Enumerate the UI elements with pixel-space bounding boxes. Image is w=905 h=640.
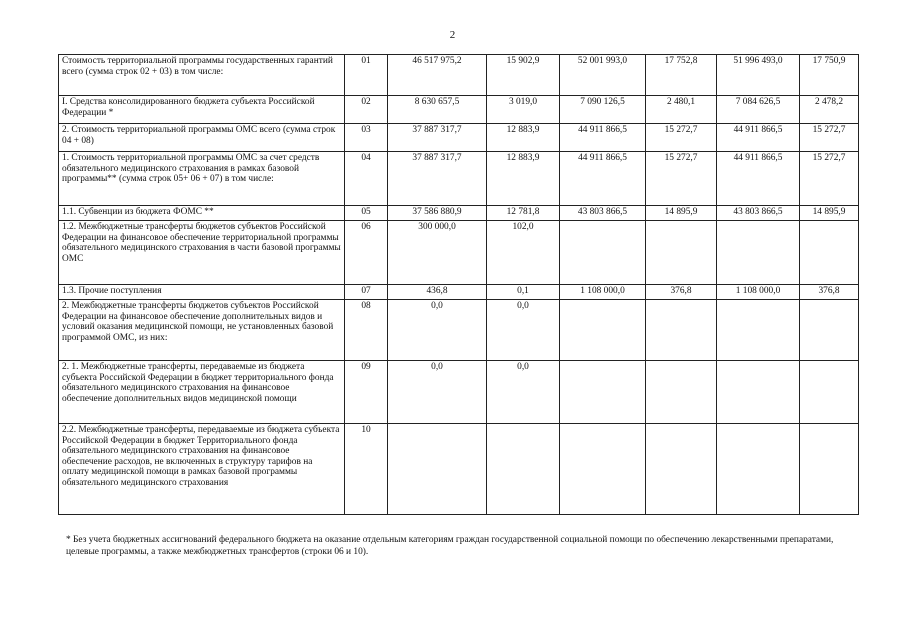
table-cell: 12 883,9 <box>487 124 560 152</box>
table-cell: 300 000,0 <box>388 221 487 285</box>
table-cell: 37 887 317,7 <box>388 152 487 206</box>
row-label: 1. Стоимость территориальной программы ОМС за счет средств обязательного медицинского страхования в рамках базовой программы** (сумма строк 05+ 06 + 07) в том числе: <box>59 152 345 206</box>
table-cell: 15 272,7 <box>800 152 859 206</box>
footnote: * Без учета бюджетных ассигнований федерального бюджета на оказание отдельным категориям граждан государственной социальной помощи по обеспечению лекарственными препаратами, целевые программы, а также межбюджетных трансфертов (строки 06 и 10). <box>66 535 834 557</box>
row-code: 09 <box>345 361 388 424</box>
row-label: 2. Стоимость территориальной программы ОМС всего (сумма строк 04 + 08) <box>59 124 345 152</box>
row-label: Стоимость территориальной программы государственных гарантий всего (сумма строк 02 + 03) в том числе: <box>59 55 345 96</box>
table-row <box>59 152 859 206</box>
row-code: 04 <box>345 152 388 206</box>
row-code: 07 <box>345 285 388 300</box>
table-cell: 15 272,7 <box>646 124 717 152</box>
table-cell <box>487 424 560 515</box>
table-cell: 0,0 <box>487 300 560 361</box>
table-cell: 7 084 626,5 <box>717 96 800 124</box>
table-cell <box>800 221 859 285</box>
table-cell: 52 001 993,0 <box>560 55 646 96</box>
row-label: I. Средства консолидированного бюджета субъекта Российской Федерации * <box>59 96 345 124</box>
row-code: 06 <box>345 221 388 285</box>
table-cell: 17 752,8 <box>646 55 717 96</box>
table-cell: 15 272,7 <box>800 124 859 152</box>
table-cell: 44 911 866,5 <box>717 152 800 206</box>
table-cell <box>800 424 859 515</box>
row-code: 03 <box>345 124 388 152</box>
row-code: 10 <box>345 424 388 515</box>
table-cell <box>646 361 717 424</box>
table-cell <box>800 300 859 361</box>
table-cell <box>646 300 717 361</box>
table-cell: 44 911 866,5 <box>717 124 800 152</box>
table-cell: 8 630 657,5 <box>388 96 487 124</box>
table-cell: 12 781,8 <box>487 206 560 221</box>
table-cell <box>646 221 717 285</box>
table-row <box>59 96 859 124</box>
table-cell <box>646 424 717 515</box>
row-label: 2.2. Межбюджетные трансферты, передаваемые из бюджета субъекта Российской Федерации в бюджет Территориального фонда обязательного медицинского страхования на финансовое обеспечение расходов, не включенных в структуру тарифов на оплату медицинской помощи в рамках базовой программы обязательного медицинского страхования <box>59 424 345 515</box>
table-cell: 46 517 975,2 <box>388 55 487 96</box>
table-row <box>59 221 859 285</box>
page-number: 2 <box>449 29 456 41</box>
table-cell: 44 911 866,5 <box>560 152 646 206</box>
row-code: 05 <box>345 206 388 221</box>
table-cell: 14 895,9 <box>646 206 717 221</box>
row-label: 1.2. Межбюджетные трансферты бюджетов субъектов Российской Федерации на финансовое обеспечение территориальной программы обязательного медицинского страхования в части базовой программы ОМС <box>59 221 345 285</box>
table-row <box>59 424 859 515</box>
table-cell: 17 750,9 <box>800 55 859 96</box>
table-row <box>59 361 859 424</box>
table-cell: 43 803 866,5 <box>717 206 800 221</box>
table-cell: 102,0 <box>487 221 560 285</box>
table-cell: 15 902,9 <box>487 55 560 96</box>
table-cell <box>560 361 646 424</box>
table-cell: 43 803 866,5 <box>560 206 646 221</box>
table-cell: 376,8 <box>800 285 859 300</box>
table-row <box>59 300 859 361</box>
table-cell: 376,8 <box>646 285 717 300</box>
table-row <box>59 285 859 300</box>
table-cell: 37 887 317,7 <box>388 124 487 152</box>
table-cell <box>717 361 800 424</box>
table-cell: 436,8 <box>388 285 487 300</box>
table-cell: 0,0 <box>388 361 487 424</box>
row-code: 01 <box>345 55 388 96</box>
table-cell: 44 911 866,5 <box>560 124 646 152</box>
table-cell: 7 090 126,5 <box>560 96 646 124</box>
table-cell: 0,0 <box>487 361 560 424</box>
table-cell: 37 586 880,9 <box>388 206 487 221</box>
row-code: 08 <box>345 300 388 361</box>
table-cell <box>388 424 487 515</box>
table-cell: 51 996 493,0 <box>717 55 800 96</box>
table-cell: 15 272,7 <box>646 152 717 206</box>
table-cell <box>560 300 646 361</box>
table-cell: 3 019,0 <box>487 96 560 124</box>
table-cell: 1 108 000,0 <box>560 285 646 300</box>
table-cell: 0,1 <box>487 285 560 300</box>
table-row <box>59 206 859 221</box>
table-cell: 0,0 <box>388 300 487 361</box>
table-cell <box>560 221 646 285</box>
budget-table <box>58 54 859 515</box>
table-row <box>59 55 859 96</box>
row-label: 2. 1. Межбюджетные трансферты, передаваемые из бюджета субъекта Российской Федерации в бюджет территориального фонда обязательного медицинского страхования на финансовое обеспечение дополнительных видов медицинской помощи <box>59 361 345 424</box>
row-label: 2. Межбюджетные трансферты бюджетов субъектов Российской Федерации на финансовое обеспечение дополнительных видов и условий оказания медицинской помощи, не установленных базовой программой ОМС, из них: <box>59 300 345 361</box>
table-cell: 14 895,9 <box>800 206 859 221</box>
table-cell: 1 108 000,0 <box>717 285 800 300</box>
row-code: 02 <box>345 96 388 124</box>
row-label: 1.1. Субвенции из бюджета ФОМС ** <box>59 206 345 221</box>
table-cell <box>800 361 859 424</box>
table-cell <box>717 300 800 361</box>
table-cell: 2 480,1 <box>646 96 717 124</box>
row-label: 1.3. Прочие поступления <box>59 285 345 300</box>
table-cell <box>560 424 646 515</box>
table-cell <box>717 424 800 515</box>
table-cell <box>717 221 800 285</box>
table-cell: 12 883,9 <box>487 152 560 206</box>
table-row <box>59 124 859 152</box>
table-cell: 2 478,2 <box>800 96 859 124</box>
